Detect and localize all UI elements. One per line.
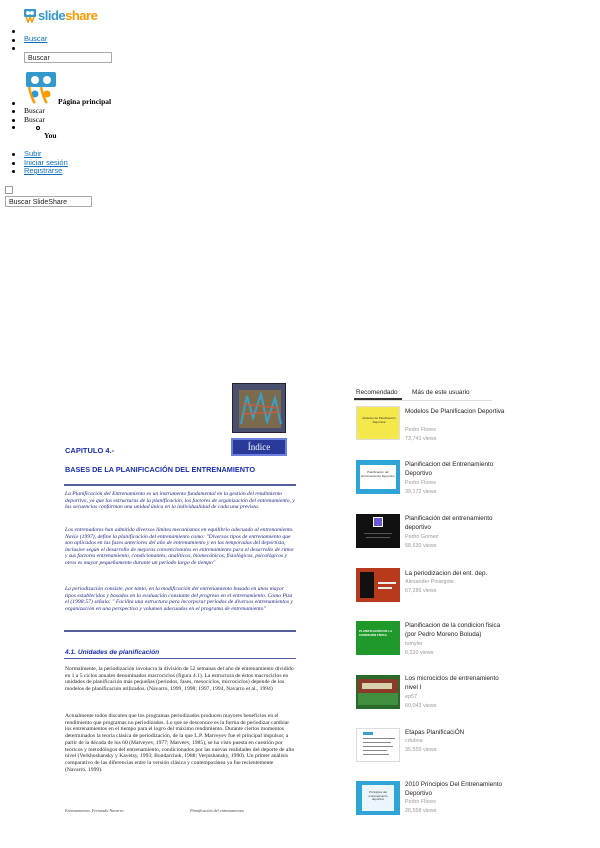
signup-link[interactable]: Registrarse [24,166,63,175]
list-bullet [12,153,15,156]
related-title-4[interactable]: La periodizacion del ent. dep. [405,570,488,577]
login-link[interactable]: Iniciar sesión [24,158,68,167]
list-bullet [12,39,15,42]
related-views-8: 26,558 views [405,808,437,814]
tab-divider [354,400,492,401]
related-title-3[interactable]: Planificación del entrenamiento deportivo [405,515,493,531]
thumb-caption: PLANIFICACIÓN DE LA CONDICIÓN FÍSICA [359,629,393,637]
related-thumbnail-4[interactable] [356,568,400,602]
list-bullet [12,162,15,165]
slideshare-logo-icon [24,9,36,23]
related-views-1: 73,741 views [405,436,437,442]
related-views-7: 35,559 views [405,747,437,753]
nav-you[interactable]: You [44,131,57,140]
tab-recommended[interactable]: Recomendado [356,389,398,396]
body-paragraph-2: Actualmente todos discuten que los programas periodizados producen mayores beneficios en el rendimiento que programas no periodizados. Lo que se desconoce es la forma de periodizar cambiar los entrenamientos en el tiempo para el logro del máximo rendimiento. Durante ciertos momentos determinados la teoría clásica de periodización, de la que L.P. Matveyev fue el principal impulsor, a partir de la década de los 60 (Matveyev, 1977; Matveev, 1985), se ha visto puesta en cuestión por teóricos y metodólogos del entrenamiento, condicionados por las nuevas realidades del deporte de alto nivel (Verkhoshansky y Kavetsy, 1993; Bondarchuk, 1988; Verjoshansky, 1990). Un primer análisis comparativo de las diferencias entre la versión clásica y contemporánea ya fue recientemente (Navarro, 1999). [65,713,295,773]
related-title-6[interactable]: Los microciclos de entrenamiento nivel I [405,675,499,691]
nav-search-secondary[interactable]: Buscar [24,115,45,124]
related-title-8[interactable]: 2010 Principios Del Entrenamiento Deportivo [405,781,502,797]
related-thumbnail-8[interactable] [356,781,400,815]
nav-search[interactable]: Buscar [24,106,45,115]
related-title-2[interactable]: Planificacion del Entrenamiento Deportivo [405,461,494,477]
site-search-input[interactable]: Buscar SlideShare [5,196,92,207]
header-search-input[interactable]: Buscar [24,52,112,63]
upload-link[interactable]: Subir [24,149,42,158]
intro-paragraph-2: Los entrenadores han admitido diversos límites mecanismos en equilibrio adecuado al entrenamiento. Navio (1997), define la planificación del entrenamiento como: "Diversos tipos de entrenamiento que son aplicados en las fases anteriores del año de entrenamiento y en las temporadas del deportista, inclusive según el desarrollo de mejoras convencionales en entrenamiento para el desarrollo de ritmo y sus factores entrenamiento, condicionantes, analíticos, biomecánicos, fisiológicos, psicológicos y otros es mayor pequeñamente durante un periodo largo de tiempo" [65,527,294,566]
related-title-1[interactable]: Modelos De Planificacion Deportiva [405,408,505,415]
page-footer-right: Planificación del entrenamiento [190,808,244,813]
intro-paragraph-3: La periodización consiste, por tanto, en la modificación del entrenamiento basado en unos mayor tipos establecidos y basados en la evaluación constante del progreso en el entrenamiento. Como Piza el (1998:57) señala: " Facilita una estructura para incorporar periodos de diversos entrenamientos y organización en una perspectiva y volumen adecuados en el programa de entrenamiento" [65,586,293,612]
list-circle [36,126,40,130]
related-author-5[interactable]: tomyler [405,641,423,647]
list-bullet [12,170,15,173]
list-bullet [12,126,15,129]
related-views-5: 6,220 views [405,650,434,656]
related-author-2[interactable]: Pedro Flores [405,480,436,486]
document-cover-image [232,383,286,433]
index-button[interactable]: Índice [231,438,287,456]
intro-paragraph-1: La Planificación del Entrenamiento es un instrumento fundamental en la gestión del rendimiento deportivo, ya que las estructuras de la planificación, los factores de organización del entrenamiento, y las secuencias conforman una unidad única en la individualidad de cada una prevista. [65,491,295,511]
related-author-4[interactable]: Alexander Pinargote [405,579,454,585]
body-paragraph-1: Normalmente, la periodización involucra la división de 52 semanas del año de entrenamiento dividido en 1 a 5 ciclos anuales denominados macrociclos (figura 4.1). La estructura de éstos macrociclos en unidades de planificación más pequeñas (periodos, fases, mesociclos, microciclos) depende de los modelos de planificación utilizados. (Navarro, 1999, 1998; 1997, 1994, Navarro et al., 1994) [65,666,294,693]
related-thumbnail-5[interactable] [356,621,400,655]
search-link[interactable]: Buscar [24,34,48,43]
thumb-caption: Modelos de Planificación Deportiva [362,416,396,424]
chapter-title: BASES DE LA PLANIFICACIÓN DEL ENTRENAMIENTO [65,465,256,474]
logo-text-slide: slide [38,8,66,23]
related-thumbnail-1[interactable] [356,406,400,440]
related-views-4: 67,286 views [405,588,437,594]
related-views-2: 39,172 views [405,489,437,495]
related-author-8[interactable]: Pedro Flores [405,799,436,805]
list-bullet [12,47,15,50]
related-title-5[interactable]: Planificacion de la condicion fisica (por Pedro Moreno Boluda) [405,622,501,638]
thumb-caption: Planificación del Entrenamiento Deportivo [361,470,395,478]
related-author-1[interactable]: Pedro Flores [405,427,436,433]
list-bullet [12,110,15,113]
chapter-label: CAPITULO 4.- [65,446,115,455]
thumb-caption: Principios del entrenamiento deportivo [368,790,388,802]
related-thumbnail-3[interactable] [356,514,400,548]
intro-rule [64,630,296,632]
slideshare-logo[interactable] [24,8,98,24]
logo-text-share: share [65,8,98,23]
related-author-3[interactable]: Pedro Gomez [405,534,439,540]
list-bullet [12,102,15,105]
slideshare-home-icon[interactable] [24,70,58,104]
related-thumbnail-7[interactable] [356,728,400,762]
related-thumbnail-6[interactable] [356,675,400,709]
related-thumbnail-2[interactable] [356,460,400,494]
related-views-6: 60,043 views [405,703,437,709]
title-rule [64,484,296,486]
list-bullet [12,30,15,33]
section-rule [64,658,296,659]
nav-home[interactable]: Página principal [58,97,112,106]
related-title-7[interactable]: Etapas PlanificaciÓN [405,729,465,736]
related-author-6[interactable]: ep57 [405,694,417,700]
list-bullet [12,119,15,122]
tab-more-from-user[interactable]: Más de este usuario [412,389,470,396]
page-footer-left: Entrenamiento. Fernando Navarro [65,808,124,813]
search-submit-button[interactable] [5,186,13,194]
section-heading: 4.1. Unidades de planificación [65,649,160,656]
related-author-7[interactable]: cdubna [405,738,423,744]
related-views-3: 58,630 views [405,543,437,549]
